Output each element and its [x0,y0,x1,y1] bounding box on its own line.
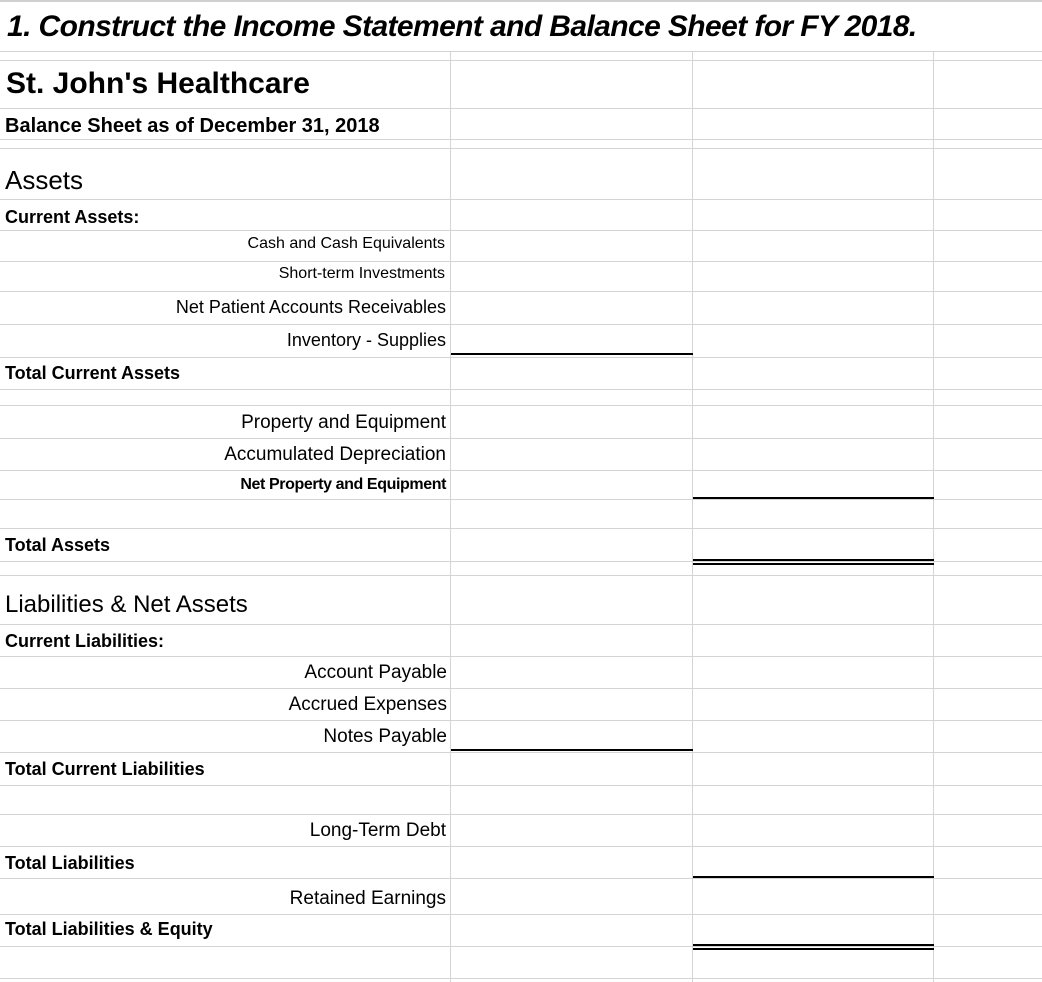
retained-earnings-label: Retained Earnings [289,888,446,909]
property-equipment-label: Property and Equipment [241,412,446,433]
total-current-liabilities-label: Total Current Liabilities [5,759,205,779]
company-name: St. John's Healthcare [6,67,310,100]
cash-label: Cash and Cash Equivalents [247,235,445,252]
net-property-underline [693,497,934,499]
short-term-investments-label: Short-term Investments [278,265,445,282]
inventory-label: Inventory - Supplies [286,330,446,350]
inventory-underline [451,353,693,355]
statement-title: Balance Sheet as of December 31, 2018 [5,115,380,137]
current-liabilities-label: Current Liabilities: [5,631,165,651]
total-liabilities-equity-double-underline [693,944,934,950]
total-liabilities-equity-label: Total Liabilities & Equity [5,919,213,939]
liabilities-heading: Liabilities & Net Assets [5,591,248,618]
total-current-assets-label: Total Current Assets [5,363,181,383]
accumulated-depreciation-label: Accumulated Depreciation [224,444,446,465]
notes-payable-underline [451,749,693,751]
total-liabilities-underline [693,876,934,878]
net-property-label: Net Property and Equipment [240,476,446,493]
total-assets-label: Total Assets [5,535,111,555]
accrued-expenses-label: Accrued Expenses [288,694,447,715]
notes-payable-label: Notes Payable [323,726,447,747]
current-assets-label: Current Assets: [5,207,140,227]
sheet-top-border [0,0,1042,2]
total-liabilities-label: Total Liabilities [5,853,135,873]
long-term-debt-label: Long-Term Debt [309,820,446,841]
receivables-label: Net Patient Accounts Receivables [175,297,446,317]
total-assets-double-underline [693,559,934,565]
assets-heading: Assets [5,165,84,195]
question-title: 1. Construct the Income Statement and Balance Sheet for FY 2018. [7,10,917,43]
accounts-payable-label: Account Payable [304,662,447,683]
